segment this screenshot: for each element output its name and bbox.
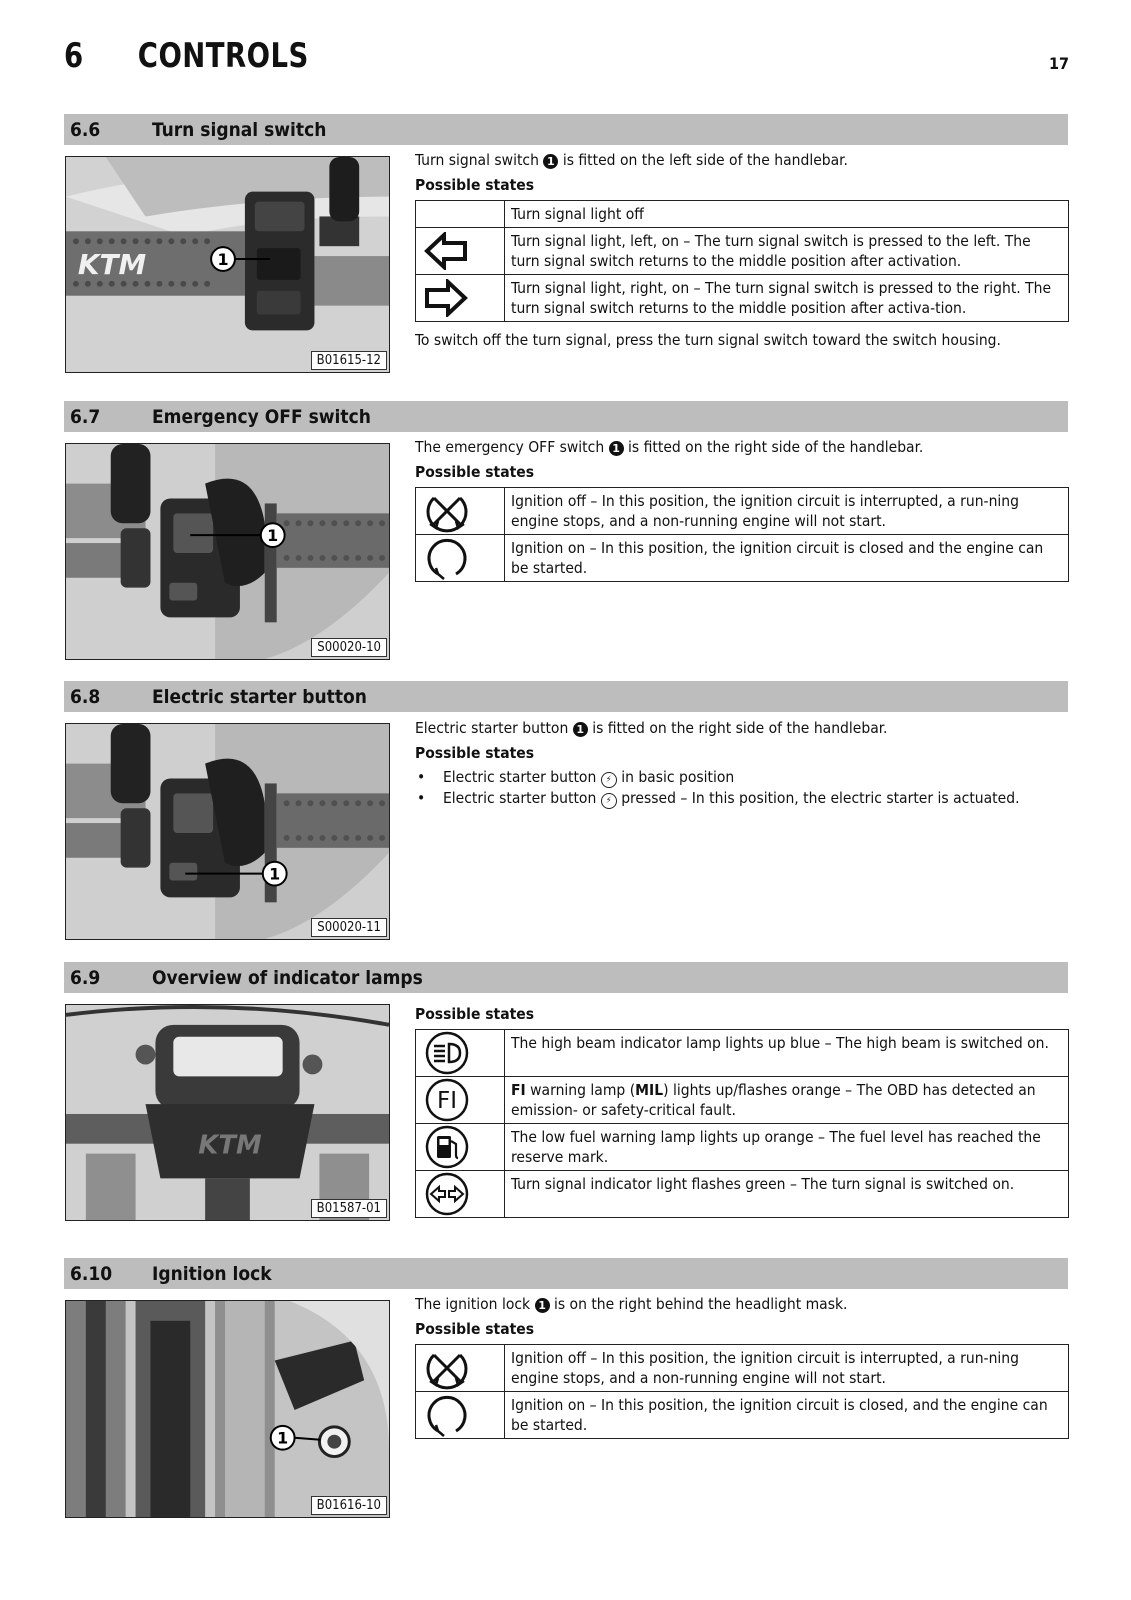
ktm-logo: KTM (198, 1130, 262, 1161)
state-text: Ignition off – In this position, the ignition circuit is interrupted, a run-ning engine stops, and a non-running engine will not start. (505, 1345, 1069, 1392)
intro-text (415, 1294, 1071, 1314)
table-row (416, 1077, 1069, 1124)
state-text: Ignition on – In this position, the ignition circuit is closed, and the engine can be started. (505, 1392, 1069, 1439)
bullet-part-a: Electric starter button (443, 789, 597, 807)
section-6-8-content (415, 718, 1071, 809)
fork-ignition-illustration (66, 1301, 389, 1517)
handlebar-left-illustration (66, 157, 389, 372)
intro-text (415, 150, 1071, 170)
ignition-on-icon (424, 535, 470, 581)
intro-part-a: The emergency OFF switch (415, 438, 605, 456)
intro-text (415, 718, 1071, 738)
section-6-6-content (415, 150, 1071, 350)
mil-label: MIL (635, 1081, 664, 1099)
section-title: Overview of indicator lamps (152, 967, 423, 989)
state-text: Turn signal light, left, on – The turn signal switch is pressed to the left. The turn signal switch returns to the middle position after activation. (505, 228, 1069, 275)
section-title: Electric starter button (152, 686, 367, 708)
figure-code: S00020-10 (311, 638, 387, 657)
callout-marker: 1 (573, 722, 588, 737)
chapter-number: 6 (64, 36, 84, 76)
state-text: Turn signal light off (505, 201, 1069, 228)
icon-cell (416, 1171, 505, 1218)
intro-part-a: Electric starter button (415, 719, 569, 737)
intro-text (415, 437, 1071, 457)
table-row (416, 228, 1069, 275)
callout-marker: 1 (609, 441, 624, 456)
page-number: 17 (1048, 54, 1069, 73)
callout-marker: 1 (535, 1298, 550, 1313)
possible-states-label: Possible states (415, 744, 535, 762)
section-6-10-content (415, 1294, 1071, 1439)
starter-states-list (415, 767, 1071, 809)
electric-starter-button-photo (65, 723, 390, 940)
starter-button-illustration (66, 724, 389, 939)
instrument-cluster-illustration (66, 1005, 389, 1220)
table-row (416, 1171, 1069, 1218)
table-row (416, 1124, 1069, 1171)
icon-cell (416, 488, 505, 535)
state-text (505, 1077, 1069, 1124)
possible-states-label: Possible states (415, 176, 535, 194)
turn-signal-states-table (415, 200, 1069, 322)
table-row (416, 1345, 1069, 1392)
section-number: 6.6 (70, 119, 101, 141)
table-row (416, 488, 1069, 535)
section-number: 6.8 (70, 686, 101, 708)
possible-states-label: Possible states (415, 463, 535, 481)
state-text: Ignition off – In this position, the ignition circuit is interrupted, a run-ning engine stops, and a non-running engine will not start. (505, 488, 1069, 535)
section-number: 6.7 (70, 406, 101, 428)
turn-indicator-icon (424, 1171, 470, 1217)
callout-1: 1 (277, 1428, 289, 1448)
fi-label: FI (511, 1081, 526, 1099)
indicator-lamps-table (415, 1029, 1069, 1218)
table-row (416, 201, 1069, 228)
section-6-7-content (415, 437, 1071, 582)
ignition-off-icon (424, 488, 470, 534)
table-row (416, 1392, 1069, 1439)
icon-cell (416, 275, 505, 322)
callout-1: 1 (269, 864, 281, 884)
intro-part-a: The ignition lock (415, 1295, 531, 1313)
starter-button-symbol-icon: ⚡ (601, 793, 617, 809)
section-heading-6-8 (64, 681, 1068, 712)
section-heading-6-7 (64, 401, 1068, 432)
intro-part-a: Turn signal switch (415, 151, 539, 169)
ignition-lock-states-table (415, 1344, 1069, 1439)
section-heading-6-9 (64, 962, 1068, 993)
section-number: 6.10 (70, 1263, 113, 1285)
table-row (416, 1030, 1069, 1077)
table-row (416, 275, 1069, 322)
high-beam-icon (424, 1030, 470, 1076)
icon-cell (416, 201, 505, 228)
fi-text-mid: warning lamp ( (530, 1081, 636, 1099)
possible-states-label: Possible states (415, 1005, 535, 1023)
icon-cell (416, 228, 505, 275)
state-text: Turn signal light, right, on – The turn signal switch is pressed to the right. The turn signal switch returns to the middle position after activa-tion. (505, 275, 1069, 322)
intro-part-b: is on the right behind the headlight mask. (553, 1295, 848, 1313)
icon-cell (416, 1392, 505, 1439)
bullet-part-b: pressed – In this position, the electric starter is actuated. (621, 789, 1020, 807)
fi-icon-label: FI (436, 1088, 458, 1114)
figure-code: B01587-01 (311, 1199, 387, 1218)
icon-cell (416, 535, 505, 582)
intro-part-b: is fitted on the left side of the handlebar. (562, 151, 848, 169)
starter-button-symbol-icon: ⚡ (601, 772, 617, 788)
turn-signal-footer-note: To switch off the turn signal, press the turn signal switch toward the switch housing. (415, 331, 1001, 349)
bullet-part-a: Electric starter button (443, 768, 597, 786)
section-6-9-content (415, 1004, 1071, 1218)
chapter-title: CONTROLS (137, 36, 309, 76)
callout-1: 1 (267, 526, 279, 546)
icon-cell (416, 1124, 505, 1171)
state-text: The low fuel warning lamp lights up orange – The fuel level has reached the reserve mark. (505, 1124, 1069, 1171)
state-text: Ignition on – In this position, the ignition circuit is closed and the engine can be started. (505, 535, 1069, 582)
section-title: Emergency OFF switch (152, 406, 371, 428)
figure-code: B01616-10 (311, 1496, 387, 1515)
fi-text-rest: ) lights up/flashes orange – The OBD has detected an emission- or safety-critical fault. (511, 1081, 1036, 1119)
section-title: Ignition lock (152, 1263, 272, 1285)
callout-1: 1 (217, 250, 229, 269)
icon-cell (416, 1030, 505, 1077)
intro-part-b: is fitted on the right side of the handlebar. (628, 438, 924, 456)
icon-cell (416, 1077, 505, 1124)
indicator-lamps-photo (65, 1004, 390, 1221)
state-text: The high beam indicator lamp lights up blue – The high beam is switched on. (505, 1030, 1069, 1077)
arrow-right-icon (424, 279, 468, 317)
section-heading-6-10 (64, 1258, 1068, 1289)
ignition-off-icon (424, 1345, 470, 1391)
section-number: 6.9 (70, 967, 101, 989)
callout-marker: 1 (543, 154, 558, 169)
turn-signal-switch-photo (65, 156, 390, 373)
figure-code: S00020-11 (311, 918, 387, 937)
possible-states-label: Possible states (415, 1320, 535, 1338)
fuel-icon (424, 1124, 470, 1170)
section-heading-6-6 (64, 114, 1068, 145)
list-item (415, 788, 1071, 809)
state-text: Turn signal indicator light flashes green – The turn signal is switched on. (505, 1171, 1069, 1218)
table-row (416, 535, 1069, 582)
list-item (415, 767, 1071, 788)
bullet-part-b: in basic position (621, 768, 735, 786)
arrow-left-icon (424, 232, 468, 270)
handlebar-right-illustration (66, 444, 389, 659)
ignition-lock-photo (65, 1300, 390, 1518)
ignition-on-icon (424, 1392, 470, 1438)
chapter-heading (64, 36, 309, 76)
fi-warning-icon (424, 1077, 470, 1123)
emergency-off-states-table (415, 487, 1069, 582)
icon-cell (416, 1345, 505, 1392)
intro-part-b: is fitted on the right side of the handlebar. (592, 719, 888, 737)
ktm-grip-logo: KTM (77, 247, 147, 281)
emergency-off-switch-photo (65, 443, 390, 660)
figure-code: B01615-12 (311, 351, 387, 370)
section-title: Turn signal switch (152, 119, 327, 141)
